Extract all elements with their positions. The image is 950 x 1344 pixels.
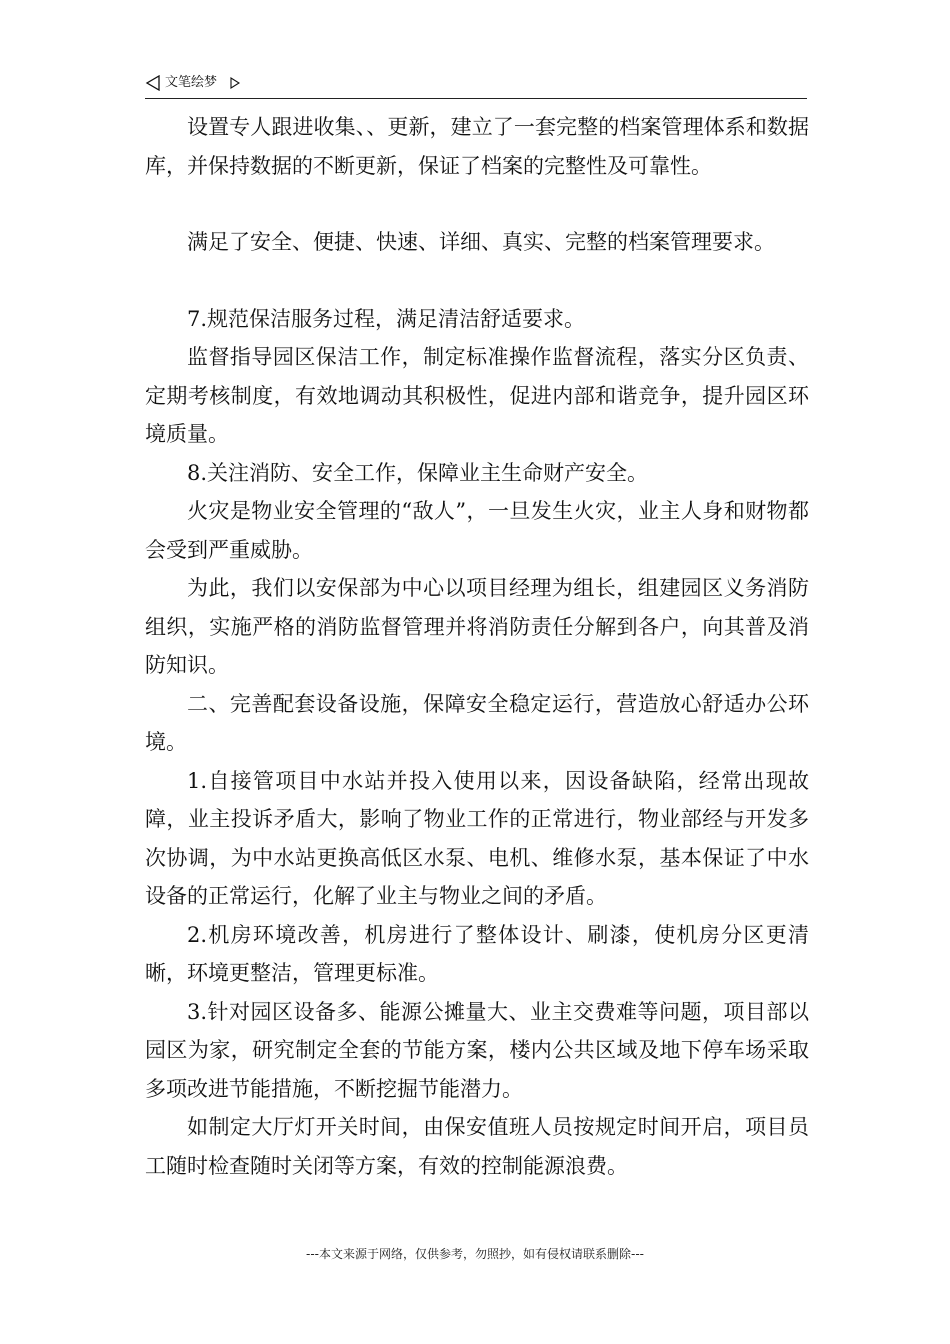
paragraph: 二、完善配套设备设施，保障安全稳定运行，营造放心舒适办公环境。 xyxy=(145,691,809,754)
paragraph: 8.关注消防、安全工作，保障业主生命财产安全。 xyxy=(187,460,649,485)
triangle-left-icon xyxy=(145,75,161,91)
paragraph: 设置专人跟进收集、、更新，建立了一套完整的档案管理体系和数据库，并保持数据的不断更新，保证了档案的完整性及可靠性。 xyxy=(145,115,809,178)
paragraph: 满足了安全、便捷、快速、详细、真实、完整的档案管理要求。 xyxy=(187,230,775,254)
paragraph: 如制定大厅灯开关时间，由保安值班人员按规定时间开启，项目员工随时检查随时关闭等方案，有效的控制能源浪费。 xyxy=(145,1115,809,1178)
document-body xyxy=(145,108,809,1185)
page-header xyxy=(145,72,807,99)
paragraph: 2.机房环境改善，机房进行了整体设计、刷漆，使机房分区更清晰，环境更整洁，管理更标准。 xyxy=(145,922,809,985)
paragraph: 3.针对园区设备多、能源公摊量大、业主交费难等问题，项目部以园区为家，研究制定全套的节能方案，楼内公共区域及地下停车场采取多项改进节能措施，不断挖掘节能潜力。 xyxy=(145,999,809,1101)
page-footer: ---本文来源于网络，仅供参考，勿照抄，如有侵权请联系删除--- xyxy=(306,1247,644,1261)
paragraph: 火灾是物业安全管理的“敌人”，一旦发生火灾，业主人身和财物都会受到严重威胁。 xyxy=(145,499,809,562)
paragraph: 1.自接管项目中水站并投入使用以来，因设备缺陷，经常出现故障，业主投诉矛盾大，影响了物业工作的正常进行，物业部经与开发多次协调，为中水站更换高低区水泵、电机、维修水泵，基本保证了中水设备的正常运行，化解了业主与物业之间的矛盾。 xyxy=(145,768,809,908)
paragraph-gap xyxy=(145,185,809,223)
paragraph-gap xyxy=(145,262,809,300)
paragraph: 监督指导园区保洁工作，制定标准操作监督流程，落实分区负责、定期考核制度，有效地调动其积极性，促进内部和谐竞争，提升园区环境质量。 xyxy=(145,345,809,446)
header-title: 文笔绘梦 xyxy=(165,75,218,90)
paragraph: 为此，我们以安保部为中心以项目经理为组长，组建园区义务消防组织，实施严格的消防监督管理并将消防责任分解到各户，向其普及消防知识。 xyxy=(145,576,809,677)
triangle-right-icon xyxy=(230,77,240,89)
paragraph: 7.规范保洁服务过程，满足清洁舒适要求。 xyxy=(187,306,586,331)
